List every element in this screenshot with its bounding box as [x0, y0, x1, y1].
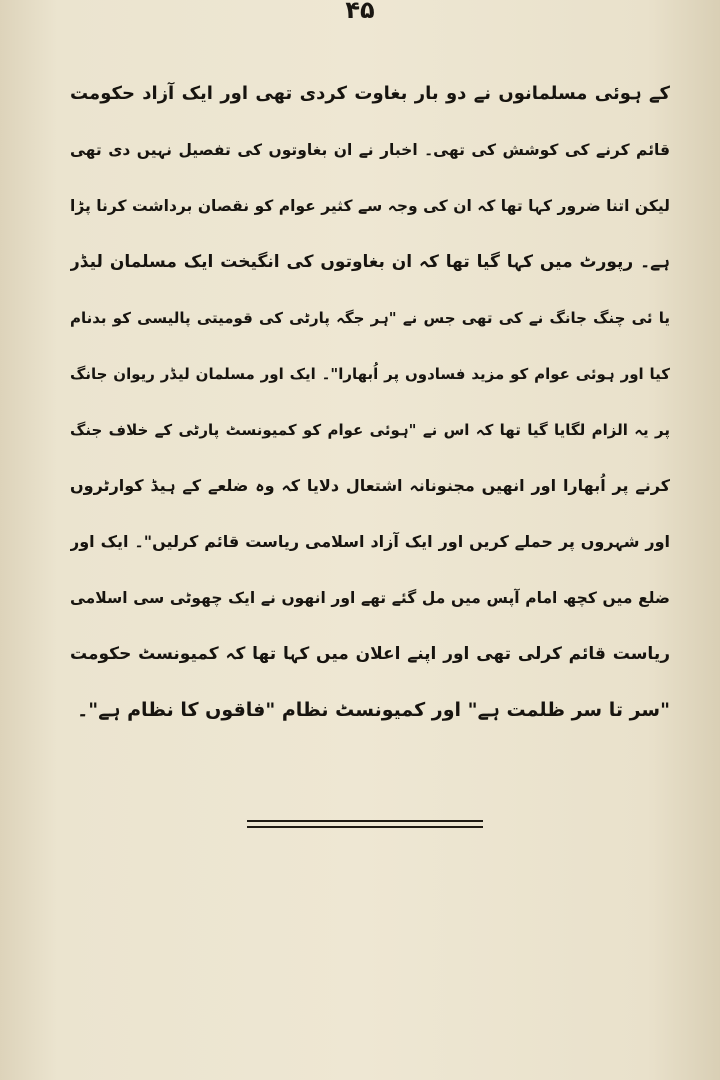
section-divider-bottom-rule	[247, 826, 483, 828]
text-line: یا ئی چنگ جانگ نے کی تھی جس نے "ہر جگہ پارٹی کی قومیتی پالیسی کو بدنام	[70, 309, 670, 327]
page-number: ۴۵	[345, 0, 375, 24]
text-line: کرنے پر اُبھارا اور انھیں مجنونانہ اشتعال دلایا کہ وہ ضلعے کے ہیڈ کوارٹروں	[70, 476, 670, 495]
section-divider-top-rule	[247, 820, 483, 822]
body-text	[70, 66, 670, 738]
text-line: "سر تا سر ظلمت ہے" اور کمیونسٹ نظام "فاقوں کا نظام ہے"۔	[77, 699, 670, 721]
text-line: کیا اور ہوئی عوام کو مزید فسادوں پر اُبھارا"۔ ایک اور مسلمان لیڈر ریوان جانگ	[70, 365, 670, 383]
text-line: لیکن اتنا ضرور کہا تھا کہ ان کی وجہ سے کثیر عوام کو نقصان برداشت کرنا پڑا	[70, 197, 670, 215]
text-line: ضلع میں کچھ امام آپس میں مل گئے تھے اور انھوں نے ایک چھوٹی سی اسلامی	[70, 589, 670, 607]
text-line: پر یہ الزام لگایا گیا تھا کہ اس نے "ہوئی عوام کو کمیونسٹ پارٹی کے خلاف جنگ	[70, 421, 670, 439]
text-line: ہے۔ رپورٹ میں کہا گیا تھا کہ ان بغاوتوں کی انگیخت ایک مسلمان لیڈر	[70, 252, 670, 272]
text-line: کے ہوئی مسلمانوں نے دو بار بغاوت کردی تھی اور ایک آزاد حکومت	[70, 83, 670, 104]
text-line: ریاست قائم کرلی تھی اور اپنے اعلان میں کہا تھا کہ کمیونسٹ حکومت	[70, 644, 670, 664]
text-line: قائم کرنے کی کوشش کی تھی۔ اخبار نے ان بغاوتوں کی تفصیل نہیں دی تھی	[70, 141, 670, 159]
text-line: اور شہروں پر حملے کریں اور ایک آزاد اسلامی ریاست قائم کرلیں"۔ ایک اور	[70, 532, 670, 551]
